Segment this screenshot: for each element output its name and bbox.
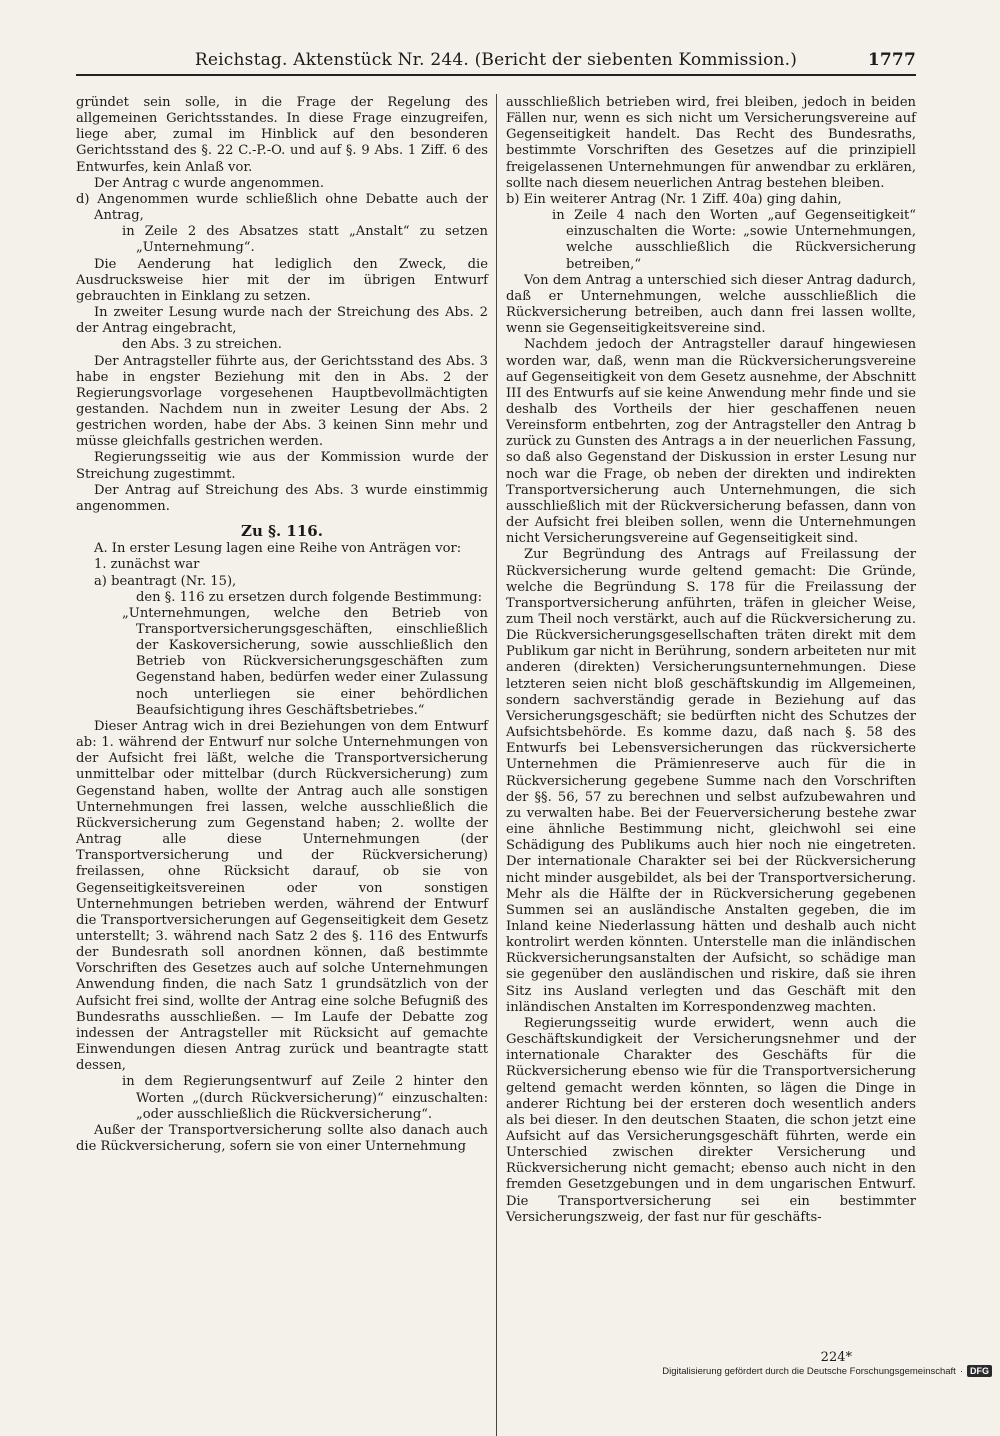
paragraph: Außer der Transportversicherung sollte also danach auch die Rückversicherung, sofern sie von einer Unternehmung	[76, 1122, 488, 1154]
header-rule	[76, 74, 916, 76]
paragraph: Die Aenderung hat lediglich den Zweck, die Ausdrucksweise hier mit der im übrigen Entwurf gebrauchten in Einklang zu setzen.	[76, 256, 488, 304]
paragraph: A. In erster Lesung lagen eine Reihe von Anträgen vor:	[94, 541, 462, 557]
paragraph: 1. zunächst war	[94, 557, 200, 573]
paragraph: in dem Regierungsentwurf auf Zeile 2 hinter den Worten „(durch Rückversicherung)“ einzuschalten: „oder ausschließlich die Rückversicherung“.	[122, 1074, 488, 1122]
page-number: 1777	[867, 50, 916, 70]
page-title: Reichstag. Aktenstück Nr. 244. (Bericht der siebenten Kommission.)	[194, 50, 798, 70]
signature-mark: 224*	[820, 1350, 852, 1365]
paragraph: „Unternehmungen, welche den Betrieb von Transportversicherungsgeschäften, einschließlich der Kaskoversicherung, sowie ausschließlich den Betrieb von Rückversicherungsgeschäften zum Gegenstand haben, bedürfen weder einer Zulassung noch unterliegen sie einer behördlichen Beaufsichtigung ihres Geschäftsbetriebes.“	[122, 605, 488, 718]
paragraph: Regierungsseitig wie aus der Kommission wurde der Streichung zugestimmt.	[76, 450, 488, 482]
paragraph: b) Ein weiterer Antrag (Nr. 1 Ziff. 40a) ging dahin,	[506, 191, 842, 207]
dfg-logo: DFG	[967, 1365, 992, 1377]
footer: Digitalisierung gefördert durch die Deutsche Forschungsgemeinschaft · DFG	[662, 1365, 992, 1377]
paragraph: Der Antragsteller führte aus, der Gerichtsstand des Abs. 3 habe in engster Beziehung mit den in Abs. 2 der Regierungsvorlage vorgesehenen Hauptbevollmächtigten gestanden. Nachdem nun in zweiter Lesung der Abs. 2 gestrichen worden, habe der Abs. 3 keinen Sinn mehr und müsse gleichfalls gestrichen werden.	[76, 353, 488, 450]
page-header	[76, 44, 916, 70]
paragraph: d) Angenommen wurde schließlich ohne Debatte auch der Antrag,	[76, 191, 488, 224]
section-heading: Zu §. 116.	[241, 522, 323, 541]
paragraph: in Zeile 4 nach den Worten „auf Gegenseitigkeit“ einzuschalten die Worte: „sowie Unternehmungen, welche ausschließlich die Rückversicherung betreiben,“	[552, 208, 916, 272]
left-column	[76, 95, 488, 1155]
right-column	[506, 95, 916, 1226]
paragraph: In zweiter Lesung wurde nach der Streichung des Abs. 2 der Antrag eingebracht,	[76, 305, 488, 337]
paragraph: den Abs. 3 zu streichen.	[122, 337, 282, 353]
paragraph: Dieser Antrag wich in drei Beziehungen von dem Entwurf ab: 1. während der Entwurf nur solche Unternehmungen von der Aufsicht frei läßt, welche die Transportversicherung unmittelbar oder mittelbar (durch Rückversicherung) zum Gegenstand haben, wollte der Antrag auch alle sonstigen Unternehmungen frei lassen, welche ausschließlich die Rückversicherung zum Gegenstand haben; 2. wollte der Antrag alle diese Unternehmungen (der Transportversicherung und der Rückversicherung) freilassen, ohne Rücksicht darauf, ob sie von Gegenseitigkeitsvereinen oder von sonstigen Unternehmungen betrieben werden, während der Entwurf die Transportversicherungen auf Gegenseitigkeit dem Gesetz unterstellt; 3. während nach Satz 2 des §. 116 des Entwurfs der Bundesrath soll anordnen können, daß bestimmte Vorschriften des Gesetzes auch auf solche Unternehmungen Anwendung finden, die nach Satz 1 grundsätzlich von der Aufsicht frei sind, wollte der Antrag eine solche Befugniß des Bundesraths ausschließen. — Im Laufe der Debatte zog indessen der Antragsteller mit Rücksicht auf gemachte Einwendungen diesen Antrag zurück und beantragte statt dessen,	[76, 718, 488, 1074]
paragraph: Regierungsseitig wurde erwidert, wenn auch die Geschäftskundigkeit der Versicherungsnehmer und der internationale Charakter des Geschäfts für die Rückversicherung ebenso wie für die Transportversicherung geltend gemacht werden könnten, so lägen die Dinge in anderer Richtung bei der ersteren doch wesentlich anders als bei dieser. In den deutschen Staaten, die schon jetzt eine Aufsicht auf das Versicherungsgeschäft führten, werde ein Unterschied zwischen direkter Versicherung und Rückversicherung nicht gemacht; ebenso auch nicht in den fremden Gesetzgebungen und in dem ungarischen Entwurf. Die Transportversicherung sei ein bestimmter Versicherungszweig, der fast nur für geschäfts-	[506, 1015, 916, 1225]
paragraph: Zur Begründung des Antrags auf Freilassung der Rückversicherung wurde geltend gemacht: Die Gründe, welche die Begründung S. 178 für die Freilassung der Transportversicherung anführten, träfen in gleicher Weise, zum Theil noch verstärkt, auch auf die Rückversicherung zu. Die Rückversicherungsgesellschaften träten direkt mit dem Publikum gar nicht in Berührung, sondern arbeiteten nur mit anderen (direkten) Versicherungsunternehmungen. Diese letzteren seien nicht bloß geschäftskundig im Allgemeinen, sondern sachverständig gerade in Beziehung auf das Versicherungsgeschäft; sie bedürften nicht des Schutzes der Aufsichtsbehörde. Es komme dazu, daß nach §. 58 des Entwurfs bei Lebensversicherungen das rückversicherte Unternehmen die Prämienreserve auch für die in Rückversicherung gegebene Summe nach den Vorschriften der §§. 56, 57 zu berechnen und selbst aufzubewahren und zu verwalten habe. Bei der Feuerversicherung bestehe zwar eine ähnliche Bestimmung nicht, gleichwohl sei eine Schädigung des Publikums auch hier noch nie eingetreten. Der internationale Charakter sei bei der Rückversicherung nicht minder ausgebildet, als bei der Transportversicherung. Mehr als die Hälfte der in Rückversicherung gegebenen Summen sei an ausländische Anstalten gegeben, die im Inland keine Niederlassung hätten und deshalb auch nicht kontrolirt werden könnten. Unterstelle man die inländischen Rückversicherungsanstalten der Aufsicht, so schädige man sie gegenüber den ausländischen und riskire, daß sie ihren Sitz ins Ausland verlegten und das Geschäft mit den inländischen Anstalten im Korrespondenzweg machten.	[506, 547, 916, 1015]
paragraph: Der Antrag auf Streichung des Abs. 3 wurde einstimmig angenommen.	[76, 482, 488, 514]
paragraph: gründet sein solle, in die Frage der Regelung des allgemeinen Gerichtsstandes. In diese Frage einzugreifen, liege aber, zumal im Hinblick auf den besonderen Gerichtsstand des §. 22 C.-P.-O. und auf §. 9 Abs. 1 Ziff. 6 des Entwurfes, kein Anlaß vor.	[76, 95, 488, 175]
paragraph: den §. 116 zu ersetzen durch folgende Bestimmung:	[136, 589, 483, 605]
paragraph: ausschließlich betrieben wird, frei bleiben, jedoch in beiden Fällen nur, wenn es sich nicht um Versicherungsvereine auf Gegenseitigkeit handelt. Das Recht des Bundesraths, bestimmte Vorschriften des Gesetzes auf die prinzipiell freigelassenen Unternehmungen für anwendbar zu erklären, sollte nach diesem neuerlichen Antrag bestehen bleiben.	[506, 95, 916, 191]
paragraph: in Zeile 2 des Absatzes statt „Anstalt“ zu setzen „Unternehmung“.	[122, 224, 488, 256]
paragraph: Nachdem jedoch der Antragsteller darauf hingewiesen worden war, daß, wenn man die Rückversicherungsvereine auf Gegenseitigkeit von dem Gesetz ausnehme, der Abschnitt III des Entwurfs auf sie keine Anwendung mehr finde und sie deshalb des Vortheils der hier geschaffenen neuen Vereinsform entbehrten, zog der Antragsteller den Antrag b zurück zu Gunsten des Antrags a in der neuerlichen Fassung, so daß also Gegenstand der Diskussion in erster Lesung nur noch war die Frage, ob neben der direkten und indirekten Transportversicherung auch Unternehmungen, die sich ausschließlich mit der Rückversicherung befassen, dann von der Aufsicht frei bleiben sollen, wenn die Unternehmungen nicht Versicherungsvereine auf Gegenseitigkeit sind.	[506, 337, 916, 547]
paragraph: Von dem Antrag a unterschied sich dieser Antrag dadurch, daß er Unternehmungen, welche ausschließlich die Rückversicherung betreiben, auch dann frei lassen wollte, wenn sie Gegenseitigkeitsvereine sind.	[506, 272, 916, 337]
paragraph: Der Antrag c wurde angenommen.	[94, 175, 324, 191]
footer-text: Digitalisierung gefördert durch die Deutsche Forschungsgemeinschaft	[662, 1365, 956, 1377]
column-divider	[496, 94, 497, 1436]
paragraph: a) beantragt (Nr. 15),	[94, 573, 237, 589]
